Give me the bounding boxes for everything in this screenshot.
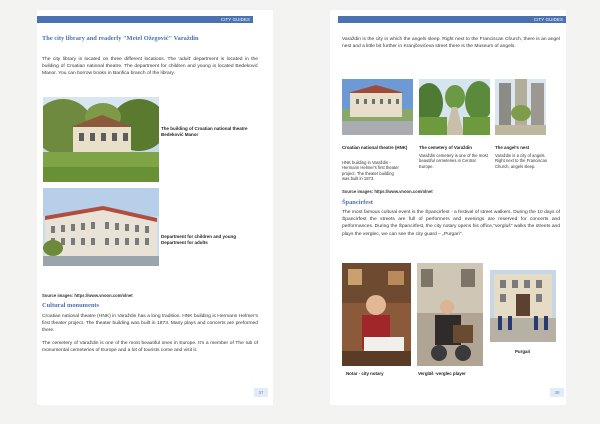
margin-marker: . [251,366,253,371]
library-title: The city library and readerly "Metel Ožegović" Varaždin [42,35,199,42]
caption-verglas: Vergläš -verglec player [418,371,466,376]
margin-marker: . [558,366,560,371]
col3-title: The angel's nest [495,145,530,150]
cemetery-paragraph: The cemetery of Varaždin is one of the most beautiful ones in Europe. It's a member of The Iub of monumental cemeteries of Europe and a lot of tourists come and visit it. [42,341,258,354]
purgari-photo [490,270,556,342]
page-left [37,10,273,405]
spancirfest-paragraph: The most famous cultural event is the Špancirfest - a festival of street walkers. During the 10 days of Špancirfest the streets are full of performers and evenings are reserved for concerts and performances. During the Špancirfest, the city notary opens his office,"vergluš" walks the streets and plays the verglec, we can see the city guard – „Purgari". [342,210,560,237]
cultural-monuments-title: Cultural monuments [42,302,99,309]
col2-title: The cemetery of Varaždin [419,145,472,150]
margin-marker: . [558,376,560,381]
cemetery-photo [419,79,490,135]
caption-department: Department for children and young Department for adults [161,234,237,245]
verglas-photo [417,263,483,366]
source-images: Source images: https://www.vnoon.com/olnet [342,189,433,194]
col1-text: HNK building in Varaždin - Hermann Helmer's first theater project. The theater building was built in 1873. [342,160,399,182]
theatre-paragraph: Croatian national theatre (HNK) in Varaždin has a long tradition. HNK building is Hermann Helmer's first theater project. The theater building was built in 1873. Many plays and concerts are preformed there. [42,314,258,334]
hnk-photo [342,79,413,135]
spancirfest-title: Špancirfest [342,199,373,206]
header-bar [338,16,566,23]
notary-photo [342,263,411,366]
header-label: CITY GUIDES [220,17,250,22]
angels-intro: Varaždin is the city in which the angels sleep. Right next to the Franciscan Church, there is an angel nest and a little bit further in Kranjčevićeva street there is the Museum of angels. [342,37,560,50]
margin-marker: . [251,376,253,381]
source-images: Source images: https://www.vnoon.com/olnet [42,293,133,298]
header-label: CITY GUIDES [533,17,563,22]
theatre-photo [43,188,159,266]
angels-nest-photo [495,79,546,135]
col1-title: Croatian national theatre (HNK) [342,145,408,150]
caption-manor: The building of Croatian national theatre Bedeković Manor [161,126,248,137]
caption-purgari: Purgari [515,349,531,354]
page-number: 37 [254,388,268,397]
col3-text: Varaždin is a city of angels. Right next to the Franciscan Church, angels sleep. [495,153,548,169]
page-right [330,10,566,405]
caption-notar: Notar - city notary [346,371,384,376]
header-bar [37,16,253,23]
manor-photo [43,97,159,182]
col2-text: Varaždin cemetery is one of the most beautiful cemeteries in Central Europe. [419,153,488,169]
page-number: 38 [550,388,564,397]
library-intro: The city library is located on three different locations. The 'adult' department is located in the building of Croatian national theatre. The department for children and young is located Bedeković Manor. You can borrow books in Banfica branch of the library. [42,57,258,77]
